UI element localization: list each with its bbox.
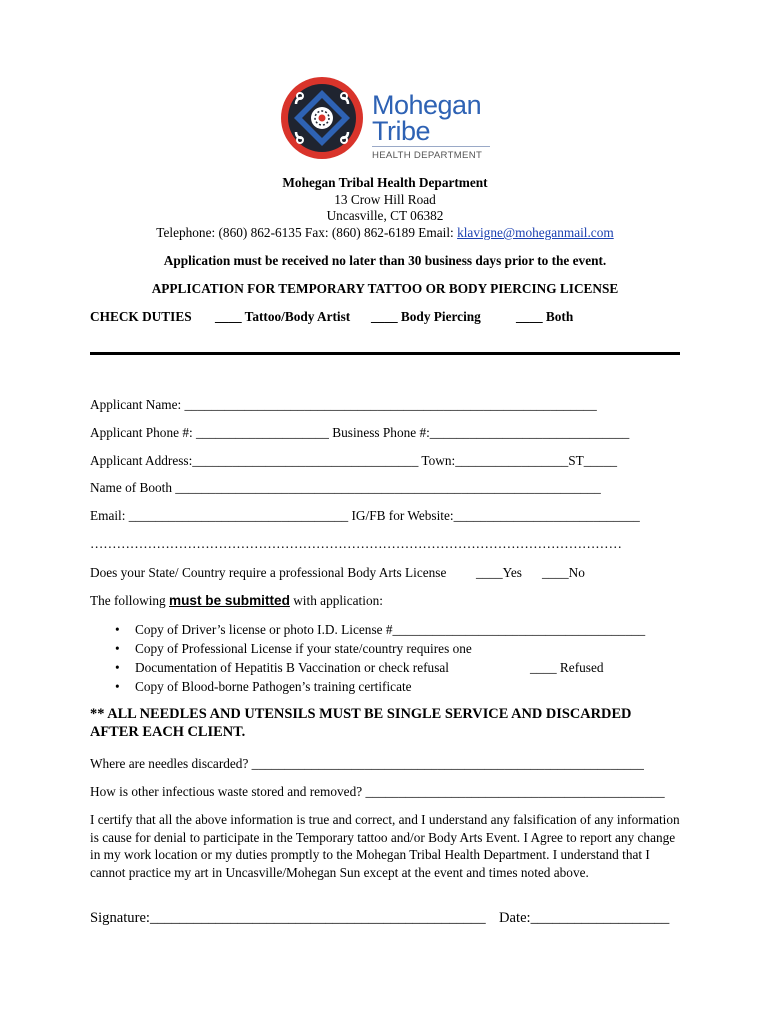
bullet-icon: • (115, 641, 120, 656)
list-item-professional-license: Copy of Professional License if your state/country requires one (135, 641, 472, 656)
certification-paragraph: I certify that all the above information is true and correct, and I understand any falsification of any information is cause for denial to participate in the Temporary tattoo and/or Body Arts Event. I Agree to report any change in my work location or my duties promptly to the Mohegan Tribal Health Department. I understand that I cannot practice my art in Uncasville/Mohegan Sun except at the event and times noted above. (90, 812, 680, 880)
booth-name-field[interactable]: Name of Booth ________________________________________________________________ (90, 480, 601, 495)
logo-emblem-icon (280, 76, 364, 160)
email-ig-field[interactable]: Email: _________________________________ IG/FB for Website:____________________________ (90, 508, 640, 523)
state-license-yes[interactable]: ____Yes (476, 565, 522, 580)
contact-email-link[interactable]: klavigne@moheganmail.com (457, 225, 614, 240)
list-item-bloodborne: Copy of Blood-borne Pathogen’s training certificate (135, 679, 412, 694)
signature-field[interactable]: Signature:______________________________________________ (90, 910, 486, 926)
address-line-1: 13 Crow Hill Road (334, 192, 436, 207)
applicant-address-field[interactable]: Applicant Address:__________________________________ Town:_________________ST_____ (90, 453, 617, 468)
logo-text-mohegan: Mohegan (372, 90, 482, 120)
refused-checkbox[interactable]: ____ Refused (530, 660, 604, 675)
bullet-icon: • (115, 660, 120, 675)
applicant-phone-field[interactable]: Applicant Phone #: ____________________ Business Phone #:______________________________ (90, 425, 630, 440)
form-title: APPLICATION FOR TEMPORARY TATTOO OR BODY PIERCING LICENSE (151, 281, 619, 296)
needles-discarded-field[interactable]: Where are needles discarded? ___________________________________________________________ (90, 756, 644, 771)
needles-notice-line-2: AFTER EACH CLIENT. (90, 724, 246, 740)
duty-option-both[interactable]: ____ Both (516, 309, 574, 324)
address-line-2: Uncasville, CT 06382 (326, 208, 444, 223)
submit-emphasis: must be submitted (169, 593, 290, 608)
state-license-no[interactable]: ____No (542, 565, 585, 580)
contact-phone-fax: Telephone: (860) 862-6135 Fax: (860) 862-6189 Email: (156, 225, 458, 240)
applicant-name-field[interactable]: Applicant Name: ______________________________________________________________ (90, 397, 597, 412)
needles-notice-line-1: ** ALL NEEDLES AND UTENSILS MUST BE SINGLE SERVICE AND DISCARDED (90, 706, 632, 722)
logo-text-health-department: HEALTH DEPARTMENT (372, 150, 483, 161)
section-divider (90, 352, 680, 355)
check-duties-label: CHECK DUTIES (90, 309, 192, 324)
date-field[interactable]: Date:___________________ (499, 910, 670, 926)
contact-line (0, 225, 770, 240)
list-item-drivers-license[interactable]: Copy of Driver’s license or photo I.D. License #______________________________________ (135, 622, 646, 637)
bullet-icon: • (115, 622, 120, 637)
submit-intro (90, 593, 383, 609)
dotted-divider: ………………………………………………………………………………………………………… (90, 536, 622, 551)
deadline-notice: Application must be received no later than 30 business days prior to the event. (163, 253, 607, 268)
waste-storage-field[interactable]: How is other infectious waste stored and removed? _____________________________________________ (90, 784, 665, 799)
submit-intro-suffix: with application: (289, 593, 383, 608)
state-license-question: Does your State/ Country require a professional Body Arts License (90, 565, 447, 580)
list-item-hepatitis-b: Documentation of Hepatitis B Vaccination or check refusal (135, 660, 449, 675)
logo-divider (372, 146, 490, 147)
mohegan-tribe-logo (280, 72, 495, 168)
submit-intro-prefix: The following (90, 593, 170, 608)
logo-text-tribe: Tribe (372, 116, 431, 146)
duty-option-piercing[interactable]: ____ Body Piercing (371, 309, 481, 324)
org-name: Mohegan Tribal Health Department (282, 175, 488, 190)
duty-option-tattoo[interactable]: ____ Tattoo/Body Artist (215, 309, 351, 324)
bullet-icon: • (115, 679, 120, 694)
